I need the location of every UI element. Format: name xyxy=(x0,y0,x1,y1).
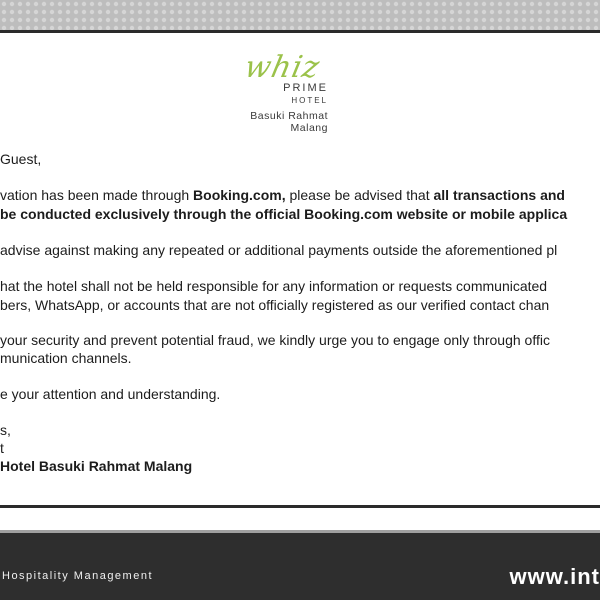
paragraph-2: advise against making any repeated or additional payments outside the aforementioned pl xyxy=(0,242,558,258)
logo-script: whiz xyxy=(241,50,324,85)
salutation: Guest, xyxy=(0,151,42,167)
paragraph-4-line-2: munication channels. xyxy=(0,350,132,366)
paragraph-4-line-1: your security and prevent potential fraud, we kindly urge you to engage only through offic xyxy=(0,332,550,348)
footer-website: www.int xyxy=(509,564,600,589)
hotel-logo xyxy=(240,48,340,136)
paragraph-3-line-1: hat the hotel shall not be held responsible for any information or requests communicated xyxy=(0,278,548,294)
footer xyxy=(0,562,600,592)
logo-hotel: HOTEL xyxy=(291,96,328,105)
footer-tagline: Hospitality Management xyxy=(2,570,154,582)
closing-line-1: s, xyxy=(0,422,11,438)
paragraph-5: e your attention and understanding. xyxy=(0,386,221,402)
logo-location-line2: Malang xyxy=(290,122,328,134)
p1-text-b: Booking.com, xyxy=(193,187,286,203)
logo-location-line1: Basuki Rahmat xyxy=(250,110,328,122)
paragraph-1-line-1 xyxy=(0,186,565,204)
logo-prime: PRIME xyxy=(283,82,328,94)
closing-line-2: t xyxy=(0,440,4,456)
signature: Hotel Basuki Rahmat Malang xyxy=(0,458,193,474)
p1-text-c: please be advised that xyxy=(285,187,434,203)
p1-text-d: all transactions and xyxy=(433,187,565,203)
paragraph-1-line-2: be conducted exclusively through the official Booking.com website or mobile applica xyxy=(0,206,568,222)
p1-text-a: vation has been made through xyxy=(0,187,194,203)
paragraph-3-line-2: bers, WhatsApp, or accounts that are not officially registered as our verified contact chan xyxy=(0,297,550,313)
